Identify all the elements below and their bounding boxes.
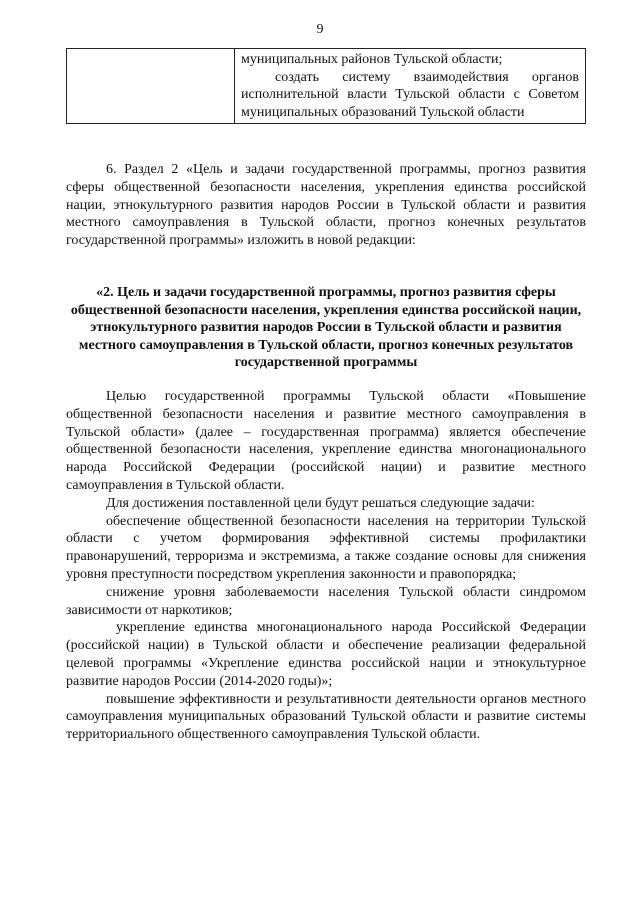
table-empty-cell [67,49,235,124]
amendment-item-6: 6. Раздел 2 «Цель и задачи государственной программы, прогноз развития сферы общественной безопасности населения, укрепления единства российской нации, этнокультурного развития народов России в Тульской области и развития местного самоуправления в Тульской области, прогноз конечных результатов государственной программы» изложить в новой редакции: [66,162,586,249]
task-drug-addiction: снижение уровня заболеваемости населения Тульской области синдромом зависимости от наркотиков; [66,584,586,618]
table-line-2: создать систему взаимодействия органов исполнительной власти Тульской области с Советом муниципальных образований Тульской области [241,69,579,120]
table-fragment [66,48,586,124]
section-heading: «2. Цель и задачи государственной программы, прогноз развития сферы общественной безопасности населения, укрепления единства российской нации, этнокультурного развития народов России в Тульской области и развития местного самоуправления в Тульской области, прогноз конечных результатов государственной программы [70,285,582,371]
table-line-1: муниципальных районов Тульской области; [241,52,503,67]
amendment-item-6-block [66,161,586,250]
section-body [66,388,586,744]
task-local-government: повышение эффективности и результативности деятельности органов местного самоуправления муниципальных образований Тульской области и развитие системы территориального общественного самоуправления Тульской области. [66,691,586,743]
page-number: 9 [316,22,324,37]
task-national-unity: укрепление единства многонационального народа Российской Федерации (российской нации) в Тульской области и обеспечение реализации федеральной целевой программы «Укрепление единства российской нации и этнокультурное развитие народов России (2014-2020 годы)»; [66,620,586,689]
tasks-intro: Для достижения поставленной цели будут решаться следующие задачи: [106,495,535,511]
table-text-cell [235,49,586,124]
goal-paragraph: Целью государственной программы Тульской области «Повышение общественной безопасности населения и развитие местного самоуправления в Тульской области» (далее – государственная программа) является обеспечение общественной безопасности населения, укрепление единства многонационального народа Российской Федерации (российской нации) и развитие местного самоуправления в Тульской области. [66,389,586,493]
task-public-safety: обеспечение общественной безопасности населения на территории Тульской области с учетом формирования эффективной системы профилактики правонарушений, терроризма и экстремизма, а также создание основы для снижения уровня преступности посредством укрепления законности и правопорядка; [66,513,586,582]
